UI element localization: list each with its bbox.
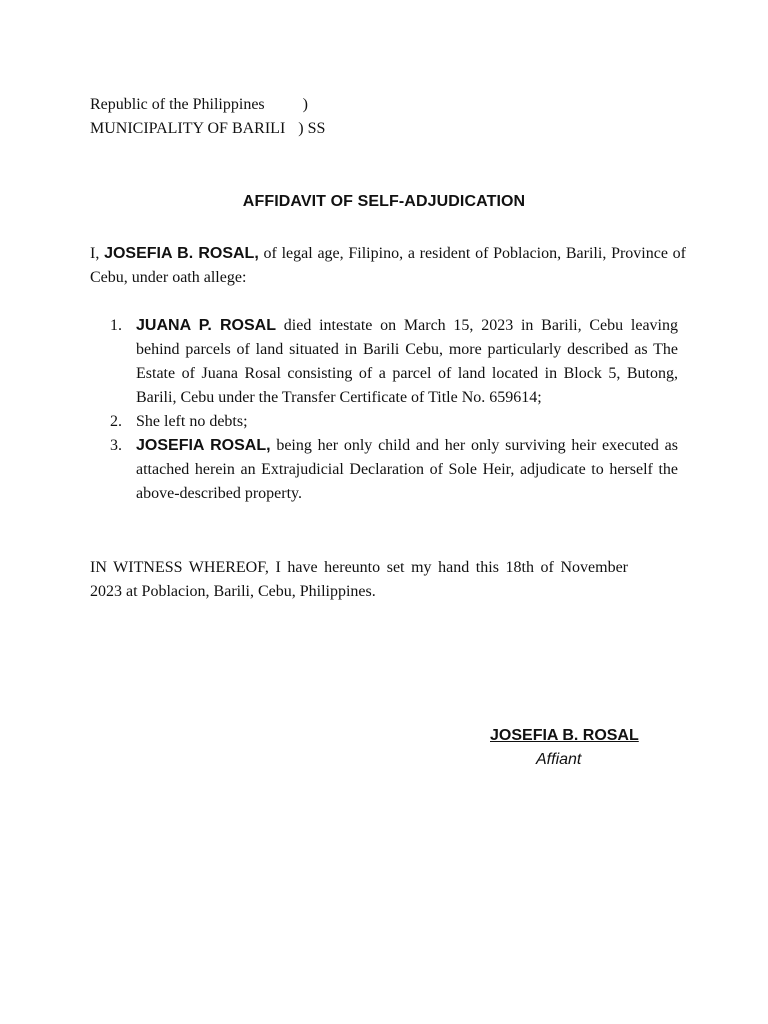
item-number: 3.: [110, 437, 122, 454]
venue-line-municipality: [90, 117, 325, 141]
municipality-ss: ) SS: [298, 120, 326, 137]
intro-paragraph: [90, 242, 686, 290]
item-text: died intestate on March 15, 2023 in Barili, Cebu leaving behind parcels of land situated in Barili Cebu, more particularly described as The Estate of Juana Rosal consisting of a parcel of land located in Block 5, Butong, Barili, Cebu under the Transfer Certificate of Title No. 659614;: [136, 317, 678, 406]
signature-block: [490, 724, 639, 772]
item-bold-name: JUANA P. ROSAL: [136, 317, 276, 334]
item-text: She left no debts;: [136, 413, 248, 430]
venue-header: [90, 93, 325, 141]
document-title: AFFIDAVIT OF SELF-ADJUDICATION: [242, 193, 526, 210]
affiant-name-intro: JOSEFIA B. ROSAL,: [104, 245, 259, 262]
allegations-list: [90, 314, 678, 506]
item-bold-name: JOSEFIA ROSAL,: [136, 437, 271, 454]
list-item: [90, 434, 678, 506]
country-paren: ): [302, 96, 308, 113]
venue-line-country: [90, 93, 325, 117]
intro-text: of legal age, Filipino, a resident of Poblacion, Barili, Province of Cebu, under oath allege:: [90, 245, 687, 286]
signatory-role: Affiant: [536, 751, 582, 768]
item-text: being her only child and her only surviving heir executed as attached herein an Extrajudicial Declaration of Sole Heir, adjudicate to herself the above-described property.: [136, 437, 679, 502]
country-text: Republic of the Philippines: [90, 96, 265, 113]
list-item: [90, 410, 678, 434]
municipality-text: MUNICIPALITY OF BARILI: [90, 120, 286, 137]
signatory-name: JOSEFIA B. ROSAL: [490, 727, 639, 744]
item-number: 2.: [110, 413, 122, 430]
list-item: [90, 314, 678, 410]
item-number: 1.: [110, 317, 122, 334]
witness-paragraph: IN WITNESS WHEREOF, I have hereunto set my hand this 18th of November 2023 at Poblacion, Barili, Cebu, Philippines.: [90, 559, 628, 600]
intro-prefix: I,: [90, 245, 100, 262]
